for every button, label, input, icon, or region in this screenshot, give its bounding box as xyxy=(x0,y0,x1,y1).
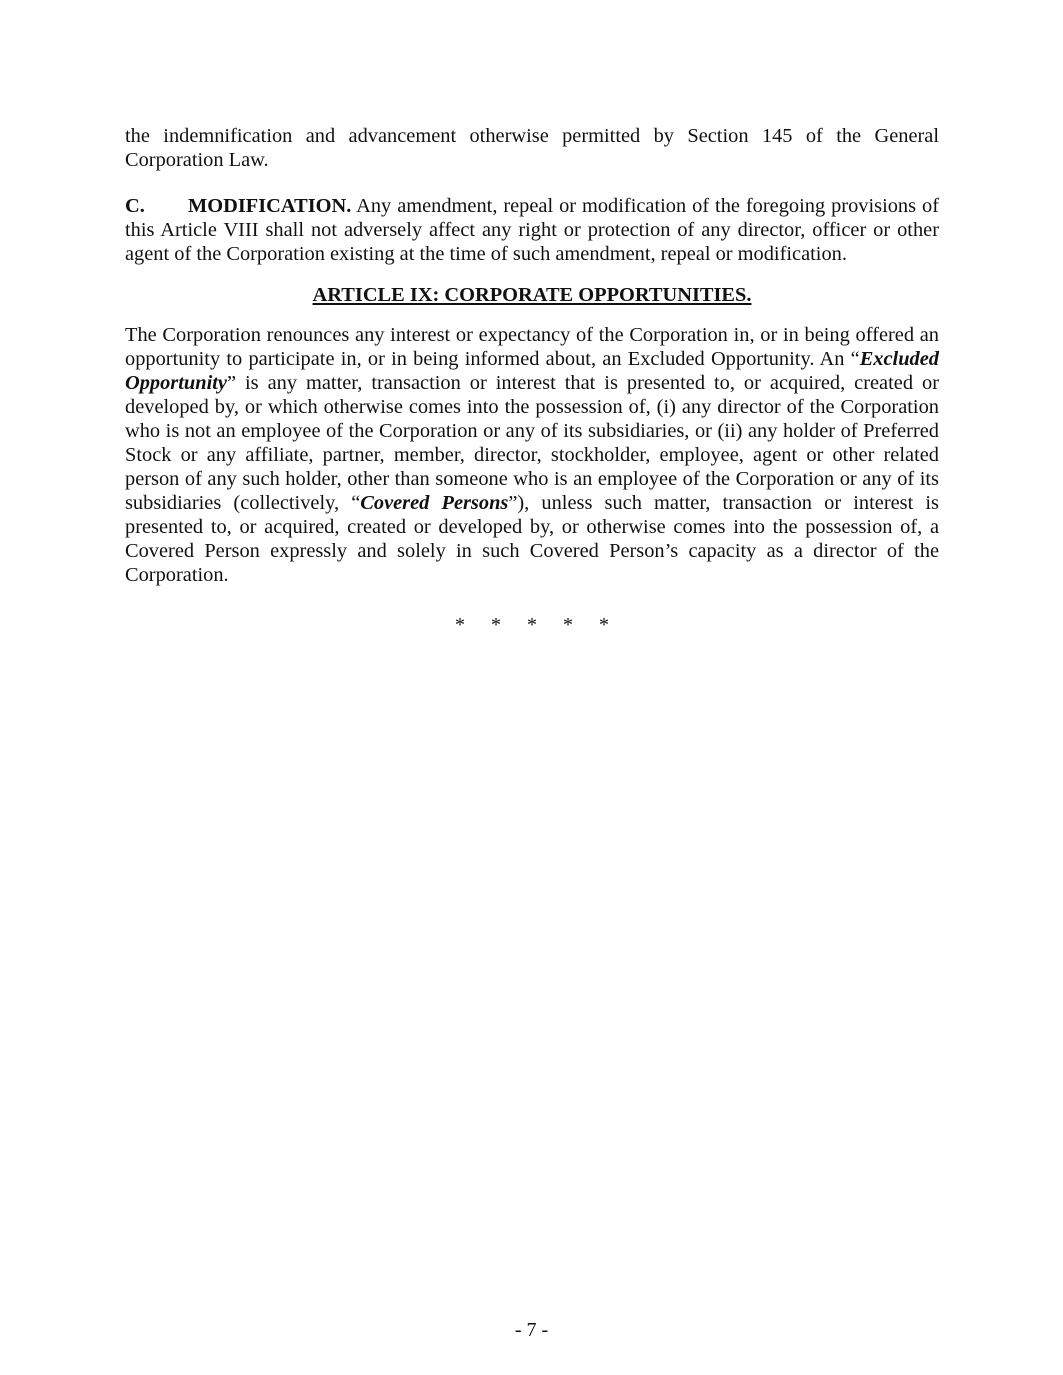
document-body xyxy=(125,124,939,637)
continued-paragraph: the indemnification and advancement otherwise permitted by Section 145 of the General Corporation Law. xyxy=(125,125,939,171)
section-number: C. xyxy=(125,195,145,217)
separator-star: * xyxy=(599,614,609,636)
article-paragraph xyxy=(125,323,939,587)
article-text-2: ” is any matter, transaction or interest that is presented to, or acquired, created or developed by, or which otherwise comes into the possession of, (i) any director of the Corporation who is not an employee of the Corporation or any of its subsidiaries, or (ii) any holder of Preferred Stock or any affiliate, partner, member, director, stockholder, employee, agent or other related person of any such holder, other than someone who is an employee of the Corporation or any of its subsidiaries (collectively, “ xyxy=(125,372,939,514)
article-text-1: The Corporation renounces any interest or expectancy of the Corporation in, or in being offered an opportunity to participate in, or in being informed about, an Excluded Opportunity. An “ xyxy=(125,324,939,370)
separator-star: * xyxy=(491,614,501,636)
section-title: MODIFICATION. xyxy=(188,195,352,217)
section-text: Any amendment, repeal or modification of the foregoing provisions of this Article VIII shall not adversely affect any right or protection of any director, officer or other agent of the Corporation existing at the time of such amendment, repeal or modification. xyxy=(125,195,939,265)
separator-star: * xyxy=(527,614,537,636)
separator-star: * xyxy=(563,614,573,636)
separator-star: * xyxy=(455,614,465,636)
defined-term-covered-persons: Covered Persons xyxy=(360,492,509,514)
section-c-modification xyxy=(125,194,939,266)
page-number: - 7 - xyxy=(514,1319,549,1341)
section-separator xyxy=(125,613,939,637)
article-heading: ARTICLE IX: CORPORATE OPPORTUNITIES. xyxy=(312,284,752,306)
article-text-3: ”), unless such matter, transaction or interest is presented to, or acquired, created or developed by, or otherwise comes into the possession of, a Covered Person expressly and solely in such Covered Person’s capacity as a director of the Corporation. xyxy=(125,492,939,586)
defined-term-excluded-opportunity: Excluded Opportunity xyxy=(125,348,939,394)
